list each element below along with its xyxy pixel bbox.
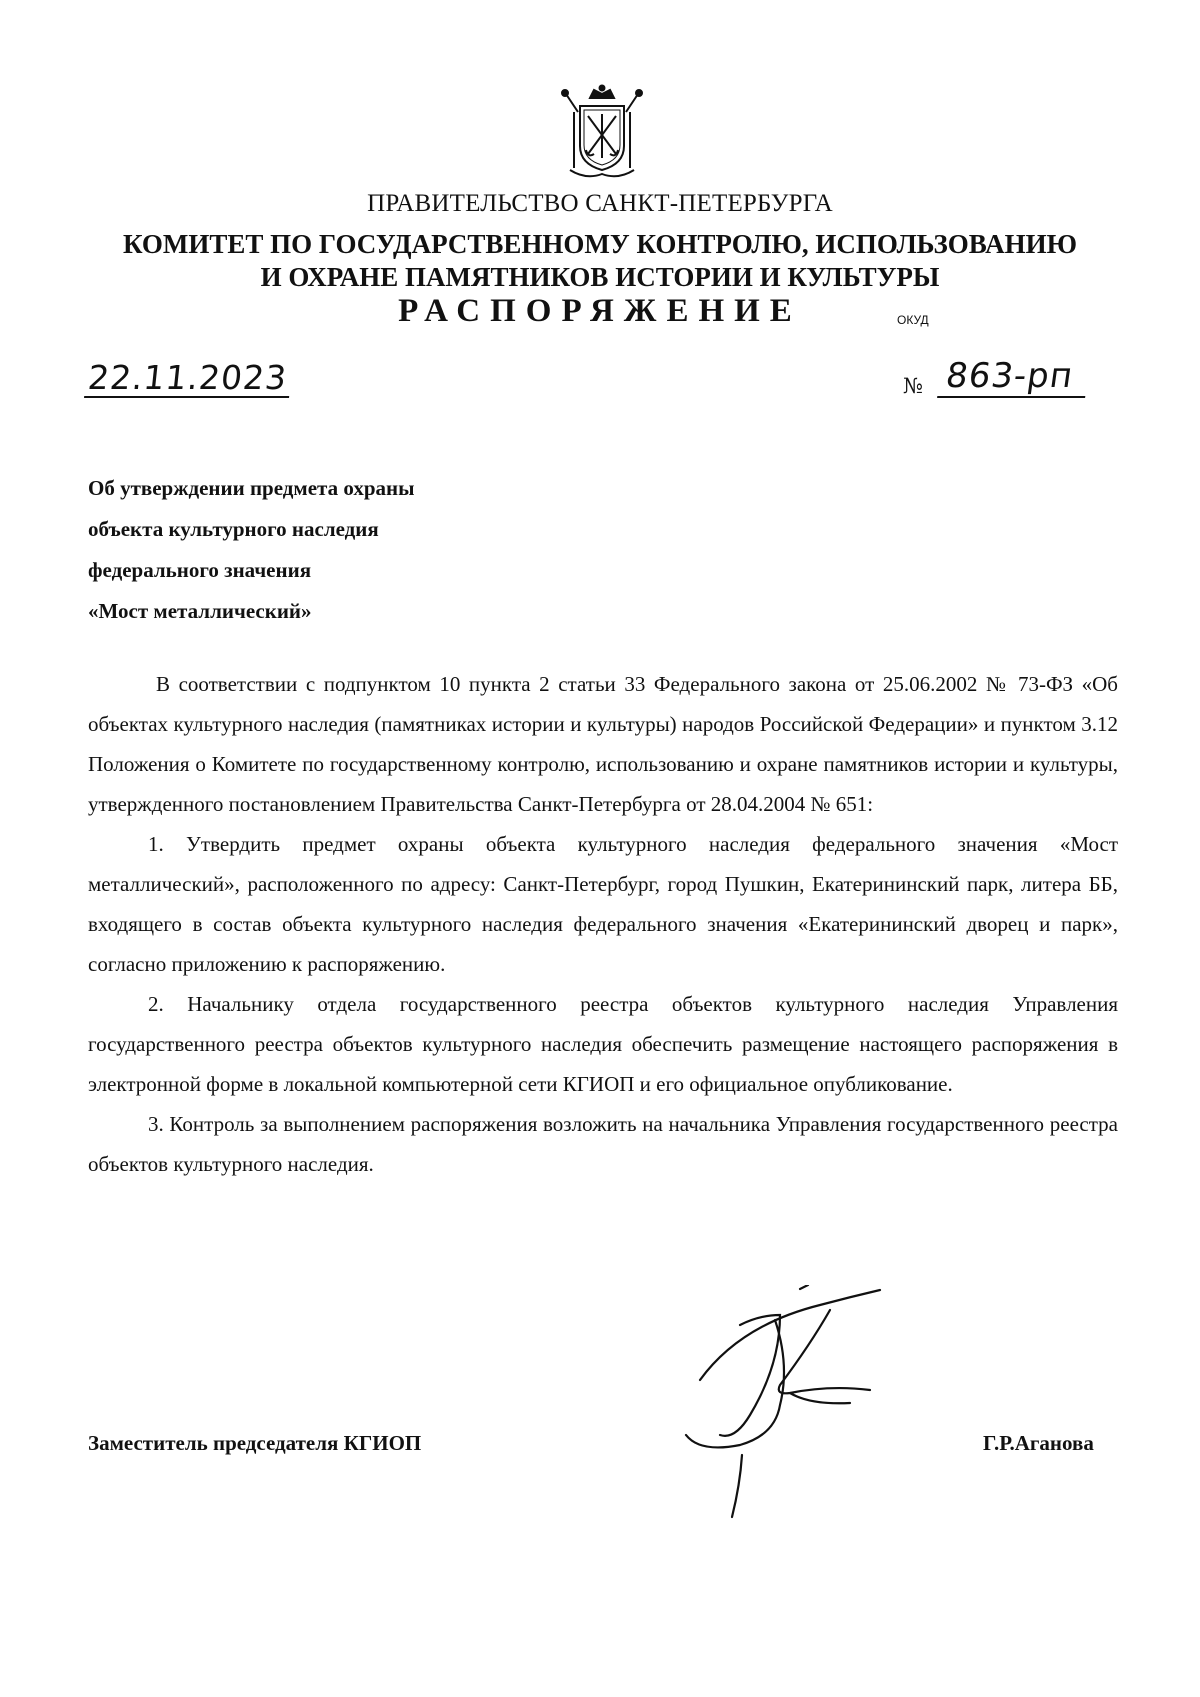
document-body [88, 664, 1118, 1184]
document-subject [88, 468, 415, 632]
order-item-1: 1. Утвердить предмет охраны объекта культурного наследия федерального значения «Мост металлический», расположенного по адресу: Санкт-Петербург, город Пушкин, Екатерининский парк, литера ББ, входящего в состав объекта культурного наследия федерального значения «Екатерининский дворец и парк», согласно приложению к распоряжению. [88, 832, 1118, 976]
signatory-name: Г.Р.Аганова [983, 1431, 1094, 1455]
document-type-title: РАСПОРЯЖЕНИЕ [398, 293, 802, 329]
okud-label: ОКУД [897, 313, 929, 327]
committee-name-line-2: И ОХРАНЕ ПАМЯТНИКОВ ИСТОРИИ И КУЛЬТУРЫ [260, 262, 940, 292]
order-item-2: 2. Начальнику отдела государственного реестра объектов культурного наследия Управления государственного реестра объектов культурного наследия обеспечить размещение настоящего распоряжения в электронной форме в локальной компьютерной сети КГИОП и его официальное опубликование. [88, 992, 1118, 1096]
handwritten-signature-icon [680, 1285, 940, 1525]
committee-name-line-1: КОМИТЕТ ПО ГОСУДАРСТВЕННОМУ КОНТРОЛЮ, ИСПОЛЬЗОВАНИЮ [123, 229, 1077, 259]
committee-name [60, 228, 1140, 294]
subject-line-4: «Мост металлический» [88, 599, 312, 623]
signatory-position: Заместитель председателя КГИОП [88, 1431, 422, 1455]
number-label: № [903, 374, 923, 398]
coat-of-arms-icon [556, 84, 648, 180]
government-name: ПРАВИТЕЛЬСТВО САНКТ-ПЕТЕРБУРГА [367, 190, 833, 217]
order-item-3: 3. Контроль за выполнением распоряжения возложить на начальника Управления государственного реестра объектов культурного наследия. [88, 1112, 1118, 1176]
document-number: 863-рп [937, 356, 1091, 398]
subject-line-1: Об утверждении предмета охраны [88, 476, 415, 500]
document-date: 22.11.2023 [84, 360, 293, 398]
preamble-paragraph: В соответствии с подпунктом 10 пункта 2 статьи 33 Федерального закона от 25.06.2002 № 73-ФЗ «Об объектах культурного наследия (памятниках истории и культуры) народов Российской Федерации» и пунктом 3.12 Положения о Комитете по государственному контролю, использованию и охране памятников истории и культуры, утвержденного постановлением Правительства Санкт-Петербурга от 28.04.2004 № 651: [88, 672, 1118, 816]
subject-line-3: федерального значения [88, 558, 312, 582]
subject-line-2: объекта культурного наследия [88, 517, 379, 541]
